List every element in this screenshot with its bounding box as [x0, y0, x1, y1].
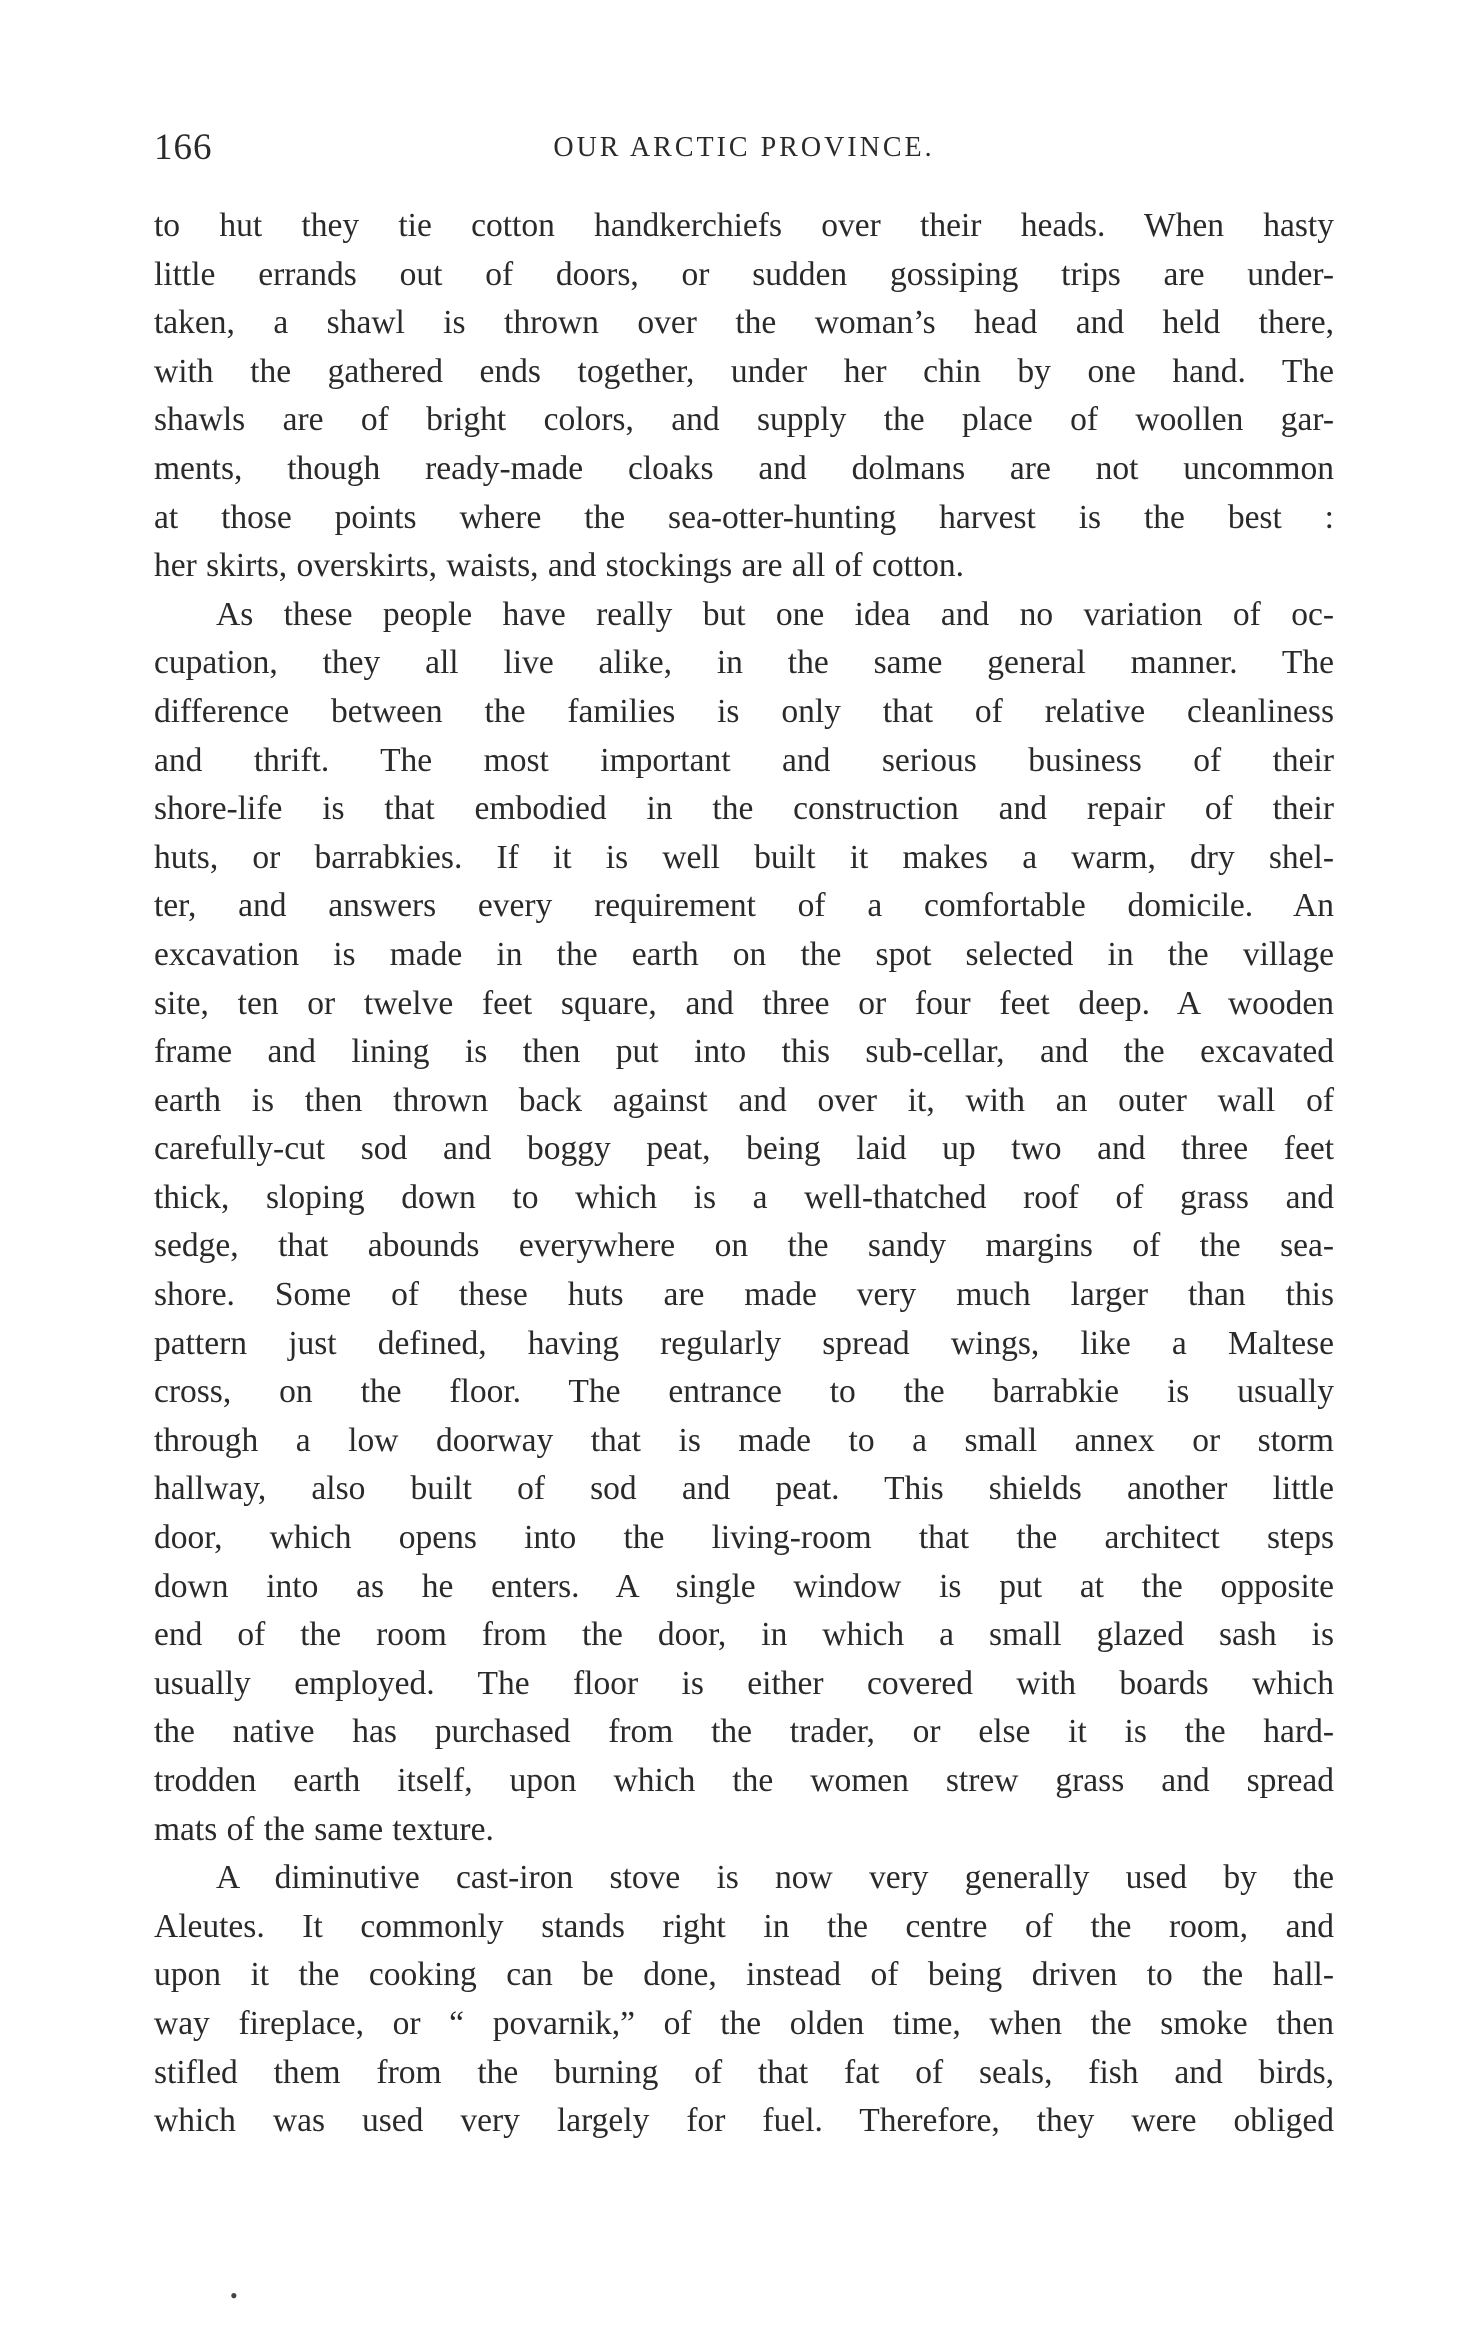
text-line: with the gathered ends together, under her chin by one hand. The [154, 352, 1334, 390]
text-line: huts, or barrabkies. If it is well built it makes a warm, dry shel- [154, 838, 1334, 876]
text-line: site, ten or twelve feet square, and three or four feet deep. A wooden [154, 984, 1334, 1022]
text-line: pattern just defined, having regularly spread wings, like a Maltese [154, 1324, 1334, 1362]
text-line: way fireplace, or “ povarnik,” of the olden time, when the smoke then [154, 2004, 1334, 2042]
text-line: which was used very largely for fuel. Therefore, they were obliged [154, 2102, 1334, 2140]
text-line: usually employed. The floor is either covered with boards which [154, 1664, 1334, 1702]
text-line: upon it the cooking can be done, instead of being driven to the hall- [154, 1956, 1334, 1994]
stray-mark: • [230, 2283, 238, 2308]
text-line: frame and lining is then put into this sub-cellar, and the excavated [154, 1033, 1334, 1071]
text-line: As these people have really but one idea and no variation of oc- [216, 595, 1334, 633]
text-line: door, which opens into the living-room that the architect steps [154, 1519, 1334, 1557]
text-line: trodden earth itself, upon which the women strew grass and spread [154, 1762, 1334, 1799]
text-line: ments, though ready-made cloaks and dolmans are not uncommon [154, 449, 1334, 487]
running-head: OUR ARCTIC PROVINCE. [553, 132, 935, 163]
text-line: shore-life is that embodied in the construction and repair of their [154, 790, 1334, 828]
text-line: cupation, they all live alike, in the same general manner. The [154, 644, 1334, 682]
text-line: carefully-cut sod and boggy peat, being laid up two and three feet [154, 1130, 1334, 1168]
text-line: stifled them from the burning of that fat of seals, fish and birds, [154, 2053, 1334, 2091]
text-line: mats of the same texture. [154, 1810, 494, 1848]
page-header [154, 126, 1334, 176]
text-line: A diminutive cast-iron stove is now very generally used by the [216, 1859, 1334, 1897]
text-line: and thrift. The most important and serious business of their [154, 741, 1334, 779]
page-number: 166 [154, 127, 213, 168]
text-line: sedge, that abounds everywhere on the sandy margins of the sea- [154, 1227, 1334, 1265]
body-text [154, 202, 1334, 2146]
text-line: cross, on the floor. The entrance to the barrabkie is usually [154, 1373, 1334, 1411]
text-line: shawls are of bright colors, and supply the place of woollen gar- [154, 401, 1334, 439]
text-line: hallway, also built of sod and peat. This shields another little [154, 1470, 1334, 1508]
text-line: difference between the families is only that of relative cleanliness [154, 692, 1334, 730]
text-line: little errands out of doors, or sudden gossiping trips are under- [154, 255, 1334, 293]
text-line: at those points where the sea-otter-hunting harvest is the best : [154, 498, 1334, 536]
text-line: thick, sloping down to which is a well-thatched roof of grass and [154, 1178, 1334, 1216]
text-line: the native has purchased from the trader, or else it is the hard- [154, 1713, 1334, 1751]
text-line: her skirts, overskirts, waists, and stockings are all of cotton. [154, 547, 965, 585]
text-line: through a low doorway that is made to a small annex or storm [154, 1421, 1334, 1459]
text-line: taken, a shawl is thrown over the woman’s head and held there, [154, 304, 1334, 342]
text-line: to hut they tie cotton handkerchiefs over their heads. When hasty [154, 207, 1334, 244]
text-line: shore. Some of these huts are made very much larger than this [154, 1276, 1334, 1314]
text-line: ter, and answers every requirement of a comfortable domicile. An [154, 887, 1334, 925]
text-line: down into as he enters. A single window is put at the opposite [154, 1567, 1334, 1605]
text-line: end of the room from the door, in which a small glazed sash is [154, 1616, 1334, 1654]
text-line: Aleutes. It commonly stands right in the centre of the room, and [154, 1907, 1334, 1945]
text-line: earth is then thrown back against and over it, with an outer wall of [154, 1081, 1334, 1119]
text-line: excavation is made in the earth on the spot selected in the village [154, 935, 1334, 973]
